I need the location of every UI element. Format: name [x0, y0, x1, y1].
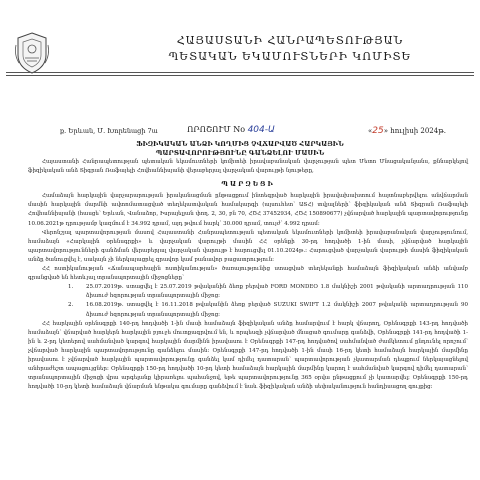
agency-title-line-1: ՀԱՅԱՍՏԱՆԻ ՀԱՆՐԱՊԵՏՈՒԹՅԱՆ: [176, 34, 404, 47]
body-paragraph: Վերոնշյալ պարտավորության մասով Հայաստանի Հանրապետության պետական եկամուտների կոմիտեի իրավաբանական վարչությունում, համաձայն «Հարկային օրենսգրքի» և վարչական վարույթի մասին ՀՀ օրենքի 30-րդ հոդվածի 1-ին մասի, չվճարված հարկային պարտավորությունների գանձման վերաբերյալ վարչական վարույթ է հարուցվել 01.10.2024թ.։ Հարուցված վարչական վարույթի մասին ֆիզիկական անձը ծանուցվել է, սակայն չի ներկայացրել գրավոր կամ բանավոր բացատրություն։: [28, 229, 468, 263]
decision-number: [187, 125, 275, 135]
list-item-number: 1.: [68, 284, 74, 291]
decision-date: [368, 126, 446, 136]
agency-title-line-2: ՊԵՏԱԿԱՆ ԵԿԱՄՈՒՏՆԵՐԻ ԿՈՄԻՏԵ: [168, 50, 412, 63]
list-item: [28, 301, 468, 319]
decision-number-handwritten: 404-Ա: [247, 125, 275, 135]
intro-paragraph: Հայաստանի Հանրապետության պետական եկամուտների կոմիտեի իրավաբանական վարչության պետ Մետո Մնացականյանս, քննարկելով ֆիզիկական անձ Տիգրան Ռաֆայելի Հովհաննիսյանի վերաբերյալ վարչական վարույթի նյութերը,: [28, 159, 468, 175]
issue-place: ք. Երևան, Մ. Խորենացի 7ա: [60, 127, 158, 135]
date-day-handwritten: 25: [372, 126, 384, 136]
header-divider: [6, 72, 474, 73]
body-paragraph: ՀՀ ոստիկանության «Ճանապարհային ոստիկանության» ծառայությունից ստացված տեղեկանքի համաձայն ֆիզիկական անձի անվամբ գրանցված են հետևյալ տրանսպորտային միջոցները՝: [28, 266, 468, 282]
list-item-text: 25.07.2019թ. ստացվել է 25.07.2019 թվականին ձեռք բերված FORD MONDEO 1.8 մակնիշի 2001 թվականի արտադրության 110 ձիաուժ հզորության տրանսպորտային միջոց։: [86, 284, 468, 300]
body-paragraph: Համաձայն հարկային վարչարարության իրականացման ընթացքում ինտեգրված հարկային իրավախախտում հայտնաբերվելու անվճարման մասին հարկային մարմնի ավտոմատացված տեղեկատվական համակարգի (այսուհետ՝ ԱՏՀ) տվյալների՝ ֆիզիկական անձ Տիգրան Ռաֆայելի Հովհաննիսյանի (հասցե՝ Երևան, Վանաձոր, Իսրայելյան փող. 2, 30, բն 70, ՀԾՀ 37452934, ՀԾՀ 150890677) չվճարված հարկային պարտավորությունը 10.06.2021թ դրությամբ կազմում է 34.992 դրամ, այդ թվում հարկ՝ 30.000 դրամ, տույժ՝ 4.992 դրամ։: [28, 193, 468, 227]
list-item: [28, 283, 468, 301]
decision-title-line-2: ՊԱՐՏԱՎՈՐՈՒԹՅՈՒՆԸ ԳԱՆՁԵԼՈՒ ՄԱՍԻՆ: [155, 149, 325, 157]
section-heading: ՊԱՐԶԵՑԻ: [221, 180, 275, 189]
decision-label: ՈՐՈՇՈՒՄ No: [187, 125, 246, 134]
coat-of-arms-emblem: [13, 31, 51, 75]
list-item-number: 2.: [68, 302, 74, 309]
closing-paragraph: ՀՀ հարկային օրենսգրքի 140-րդ հոդվածի 1-ին մասի համաձայն ֆիզիկական անձը համարվում է հարկ վճարող, Օրենսգրքի 143-րդ հոդվածի համաձայն՝ վճարված հարկերն հարկային բյուջե մուտքագրվում են, և որպեսզի չվճարված մնացած գումարը գանձվի, Օրենսգրքի 141-րդ հոդվածի 1-ին և 2-րդ կետերով սահմանված կարգով հարկային մարմինն իրավասու է Օրենսգրքի 147-րդ հոդվածով սահմանված ժամկետում ընդունել որոշում՝ չվճարված հարկային պարտավորությունը գանձելու մասին։ Օրենսգրքի 147-րդ հոդվածի 1-ին մասի 16-րդ կետի համաձայն հարկային մարմինը իրավասու է չվճարված հարկային պարտավորությունը գանձել կամ դիմել դատարան՝ պարտավորության չկատարման դեպքում ներկայացնելով անհրաժեշտ ապացույցներ։ Օրենսգրքի 150-րդ հոդվածի 10-րդ կետի համաձայն հարկային մարմինը կարող է սահմանված կարգով դիմել դատարան՝ տրանսպորտային միջոցի վրա արգելանք կիրառելու պահանջով, եթե պարտավորությունը 365 օրվա ընթացքում չի կատարվել։ Օրենսգրքի 150-րդ հոդվածի 10-րդ կետի համաձայն վճարման ենթակա գումարը գանձվում է նաև ֆիզիկական անձի սեփականություն հանդիսացող գույքից։: [28, 320, 468, 391]
date-suffix: » հուլիսի 2024թ.: [383, 127, 446, 135]
decision-title-line-1: ՖԻԶԻԿԱԿԱՆ ԱՆՁԻ ԿՈՂՄԻՑ ՉՎՃԱՐՎԱԾ ՀԱՐԿԱՅԻՆ: [136, 140, 344, 148]
list-item-text: 16.08.2019թ. ստացվել է 16.11.2018 թվականին ձեռք բերված SUZUKI SWIFT 1.2 մակնիշի 2007 թվականի արտադրության 90 ձիաուժ հզորության տրանսպորտային միջոց։: [86, 302, 468, 318]
header-divider-thin: [6, 75, 474, 76]
document-body: [28, 158, 468, 392]
date-prefix: «: [368, 127, 373, 135]
